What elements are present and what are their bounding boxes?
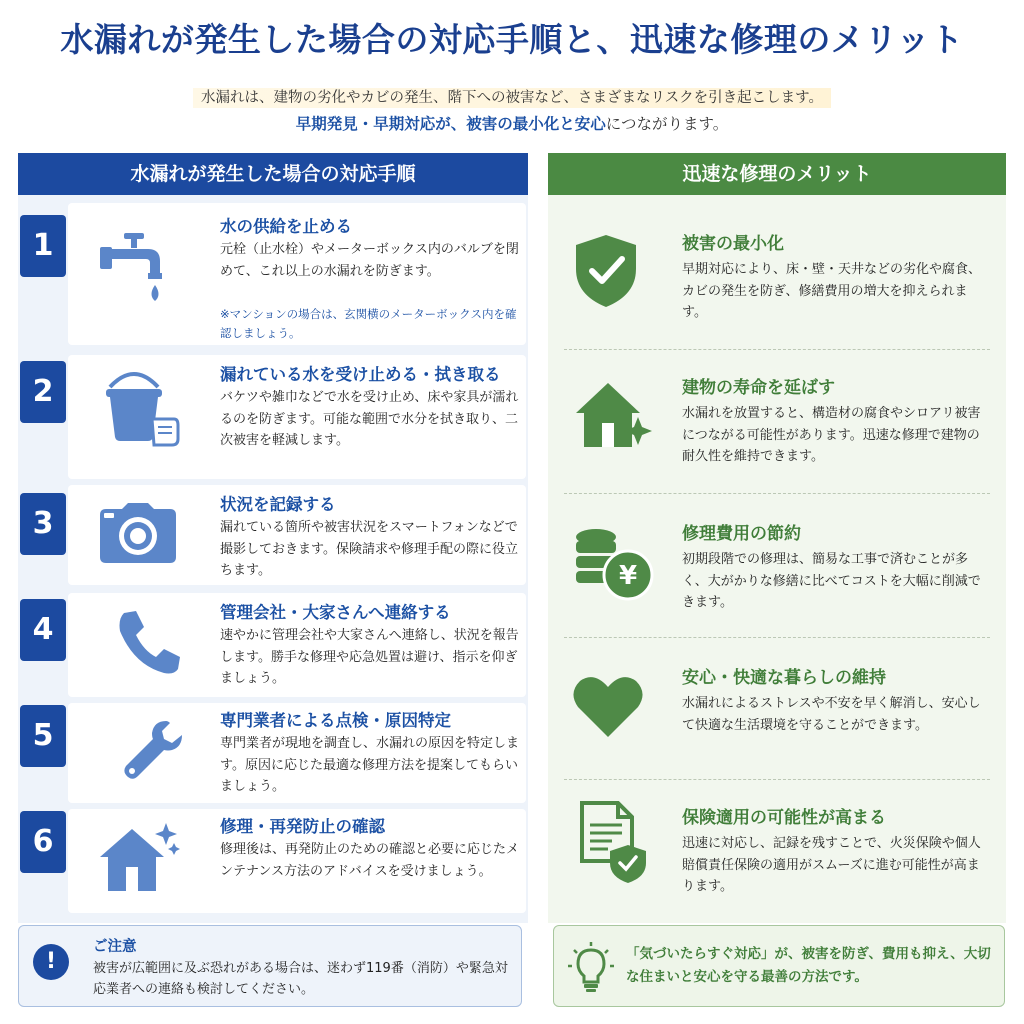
- step-card: [68, 485, 526, 585]
- phone-icon: [116, 609, 182, 679]
- merit-title: 修理費用の節約: [682, 524, 801, 544]
- coins-yen-icon: [572, 525, 656, 605]
- house-sparkle-icon: [572, 377, 656, 455]
- step-note: ※マンションの場合は、玄関横のメーターボックス内を確認しましょう。: [220, 307, 517, 340]
- merit-body: 水漏れによるストレスや不安を早く解消し、安心して快適な生活環境を守ることができます。: [682, 696, 981, 733]
- divider: [564, 493, 990, 494]
- intro-highlight: 早期発見・早期対応が、被害の最小化と安心: [295, 115, 606, 133]
- step-number: 1: [20, 215, 66, 277]
- step-title: 状況を記録する: [220, 495, 336, 514]
- step-body: 漏れている箇所や被害状況をスマートフォンなどで撮影しておきます。保険請求や修理手配の際に役立ちます。: [220, 520, 518, 578]
- response-steps-panel: [18, 153, 528, 923]
- shield-check-icon: [572, 233, 640, 313]
- step-4: [18, 593, 528, 699]
- merit-3: [564, 505, 990, 635]
- merit-body: 水漏れを放置すると、構造材の腐食やシロアリ被害につながる可能性があります。迅速な修理で建物の耐久性を維持できます。: [682, 406, 981, 464]
- faucet-icon: [98, 229, 174, 313]
- step-body: バケツや雑巾などで水を受け止め、床や家具が濡れるのを防ぎます。可能な範囲で水分を拭き取り、二次被害を軽減します。: [220, 390, 519, 448]
- intro-rest: につながります。: [605, 115, 729, 133]
- step-body: 修理後は、再発防止のための確認と必要に応じたメンテナンス方法のアドバイスを受けましょう。: [220, 842, 520, 879]
- tip-text: 「気づいたらすぐ対応」が、被害を防ぎ、費用も抑え、大切な住まいと安心を守る最善の方法です。: [626, 946, 991, 985]
- svg-text:¥: ¥: [618, 561, 638, 591]
- house-sparkle-icon: [96, 821, 180, 899]
- merit-2: [564, 359, 990, 489]
- merits-heading: 迅速な修理のメリット: [548, 153, 1006, 195]
- step-number: 6: [20, 811, 66, 873]
- step-title: 管理会社・大家さんへ連絡する: [220, 603, 451, 622]
- step-2: [18, 355, 528, 479]
- tip-box: [553, 925, 1005, 1007]
- step-number: 2: [20, 361, 66, 423]
- page-title: 水漏れが発生した場合の対応手順と、迅速な修理のメリット: [60, 20, 964, 59]
- step-title: 専門業者による点検・原因特定: [220, 711, 451, 730]
- step-card: [68, 593, 526, 697]
- merit-title: 保険適用の可能性が高まる: [682, 808, 886, 828]
- step-1: [18, 203, 528, 351]
- exclamation-icon: !: [33, 944, 69, 980]
- step-number: 5: [20, 705, 66, 767]
- divider: [564, 349, 990, 350]
- divider: [564, 637, 990, 638]
- wrench-icon: [120, 717, 186, 787]
- merit-4: [564, 649, 990, 777]
- lightbulb-icon: [566, 940, 616, 998]
- divider: [564, 779, 990, 780]
- steps-heading: 水漏れが発生した場合の対応手順: [18, 153, 528, 195]
- step-title: 漏れている水を受け止める・拭き取る: [220, 365, 501, 384]
- merit-1: [564, 215, 990, 345]
- caution-title: ご注意: [93, 939, 137, 955]
- intro-line-1: 水漏れは、建物の劣化やカビの発生、階下への被害など、さまざまなリスクを引き起こします。: [193, 88, 831, 108]
- step-number: 3: [20, 493, 66, 555]
- step-5: [18, 703, 528, 807]
- step-card: [68, 809, 526, 913]
- step-3: [18, 485, 528, 589]
- document-check-icon: [578, 801, 648, 889]
- merit-body: 初期段階での修理は、簡易な工事で済むことが多く、大がかりな修繕に比べてコストを大幅に削減できます。: [682, 552, 981, 610]
- intro-text: [0, 86, 1024, 107]
- step-card: [68, 355, 526, 479]
- heart-icon: [572, 675, 644, 743]
- step-title: 修理・再発防止の確認: [220, 817, 385, 836]
- intro-text-2: [0, 112, 1024, 134]
- caution-box: [18, 925, 522, 1007]
- step-body: 元栓（止水栓）やメーターボックス内のバルブを閉めて、これ以上の水漏れを防ぎます。: [220, 242, 519, 279]
- step-card: [68, 703, 526, 803]
- step-card: [68, 203, 526, 345]
- step-number: 4: [20, 599, 66, 661]
- merit-title: 安心・快適な暮らしの維持: [682, 668, 886, 688]
- caution-body: 被害が広範囲に及ぶ恐れがある場合は、迷わず119番（消防）や緊急対応業者への連絡も検討してください。: [93, 961, 508, 997]
- merit-body: 早期対応により、床・壁・天井などの劣化や腐食、カビの発生を防ぎ、修繕費用の増大を抑えられます。: [682, 262, 982, 320]
- merit-title: 被害の最小化: [682, 234, 784, 254]
- bucket-icon: [98, 369, 182, 451]
- step-6: [18, 809, 528, 915]
- step-body: 専門業者が現地を調査し、水漏れの原因を特定します。原因に応じた最適な修理方法を提案してもらいましょう。: [220, 736, 520, 794]
- merit-title: 建物の寿命を延ばす: [682, 378, 835, 398]
- merit-body: 迅速に対応し、記録を残すことで、火災保険や個人賠償責任保険の適用がスムーズに進む可能性が高まります。: [682, 836, 981, 894]
- step-title: 水の供給を止める: [220, 217, 352, 236]
- merits-panel: [548, 153, 1006, 923]
- step-body: 速やかに管理会社や大家さんへ連絡し、状況を報告します。勝手な修理や応急処置は避け、指示を仰ぎましょう。: [220, 628, 519, 686]
- merit-5: [564, 791, 990, 919]
- camera-icon: [98, 501, 178, 569]
